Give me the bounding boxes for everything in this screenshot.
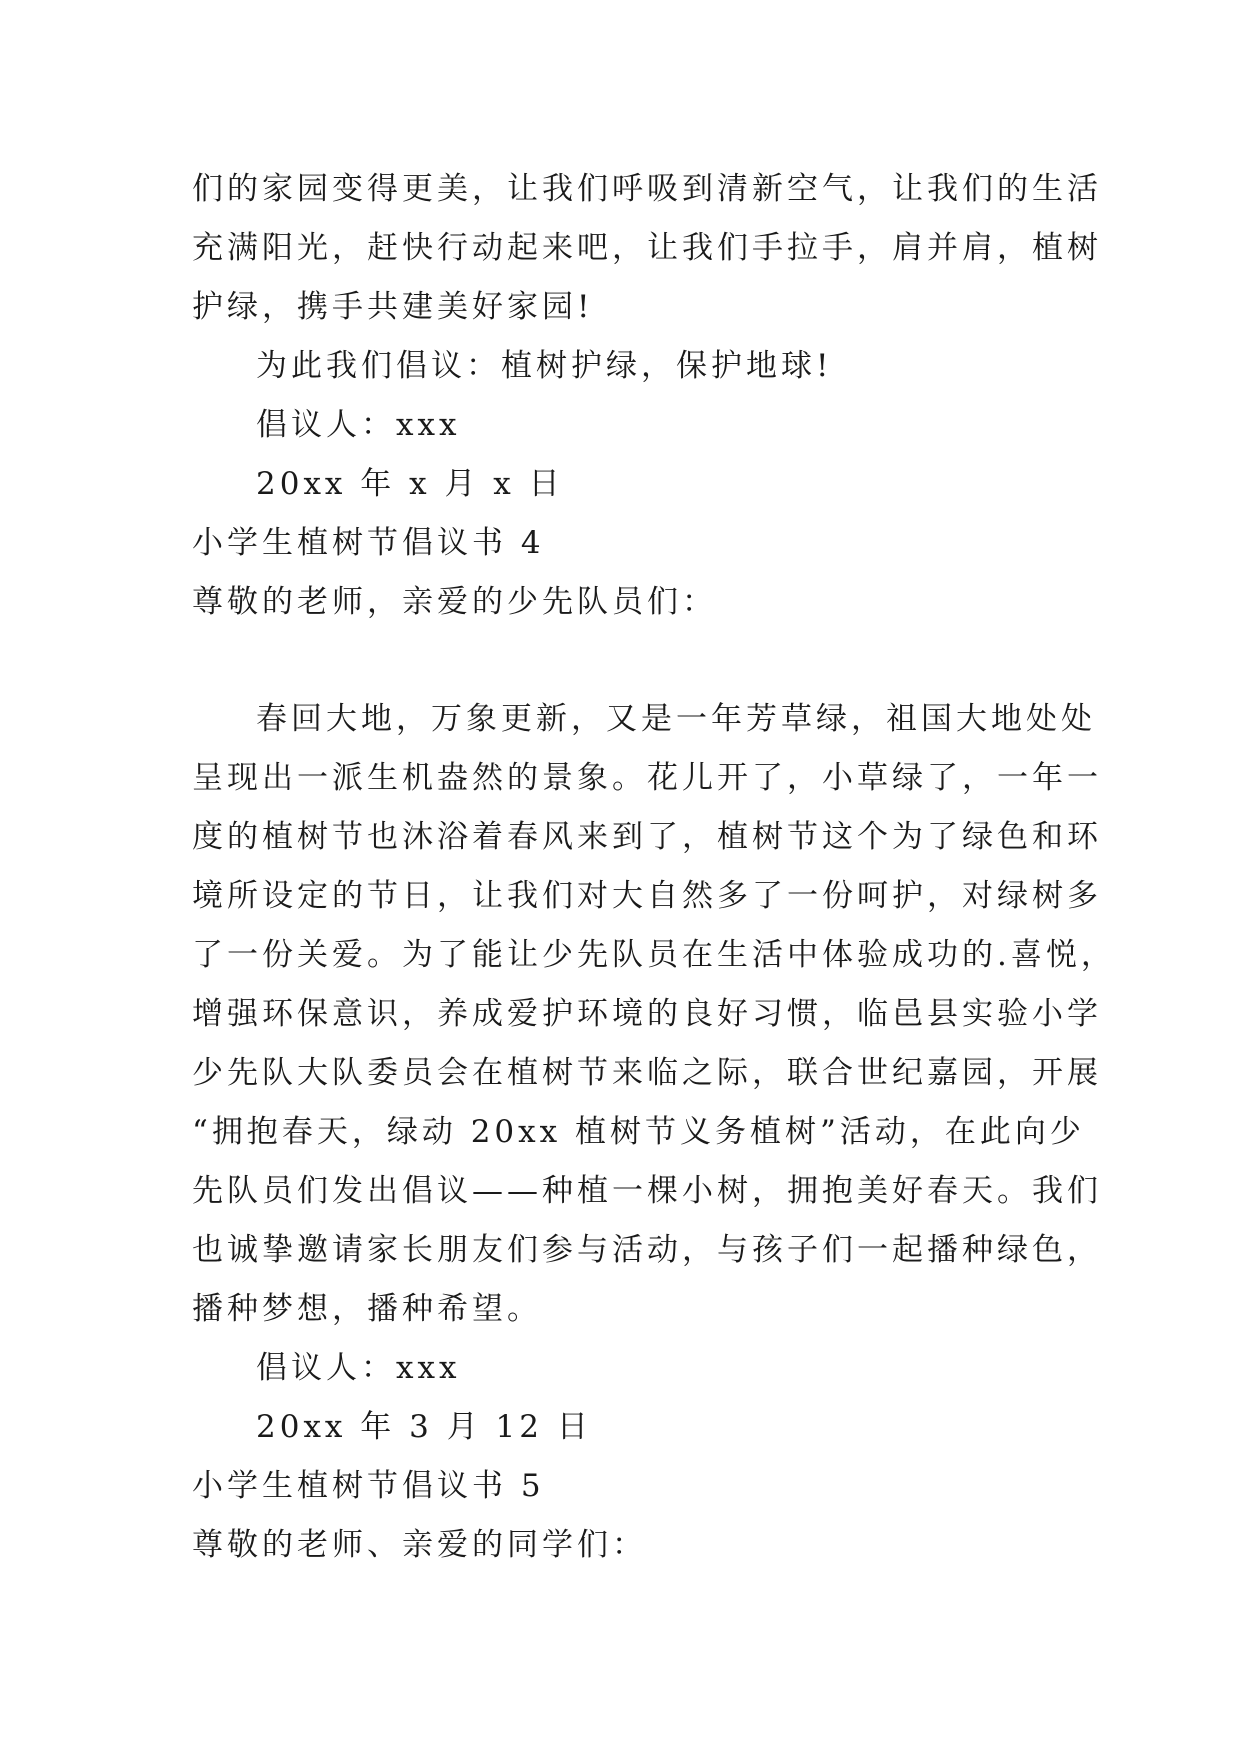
greeting-line: 尊敬的老师，亲爱的少先队员们：: [192, 584, 717, 620]
paragraph-line: “拥抱春天，绿动 20xx 植树节义务植树”活动，在此向少: [192, 1114, 1085, 1150]
call-to-action: 为此我们倡议：植树护绿，保护地球!: [256, 348, 833, 384]
paragraph-line: 先队员们发出倡议——种植一棵小树，拥抱美好春天。我们: [192, 1173, 1102, 1209]
signer-line: 倡议人：xxx: [256, 407, 461, 443]
paragraph-line: 充满阳光，赶快行动起来吧，让我们手拉手，肩并肩，植树: [192, 230, 1102, 266]
blank-line: [192, 632, 1082, 690]
greeting-line: 尊敬的老师、亲爱的同学们：: [192, 1527, 647, 1563]
paragraph-line: 们的家园变得更美，让我们呼吸到清新空气，让我们的生活: [192, 171, 1102, 207]
paragraph-line: 也诚挚邀请家长朋友们参与活动，与孩子们一起播种绿色，: [192, 1232, 1102, 1268]
paragraph-line: 护绿，携手共建美好家园!: [192, 289, 594, 325]
signer-line: 倡议人：xxx: [256, 1350, 461, 1386]
paragraph-line: 增强环保意识，养成爱护环境的良好习惯，临邑县实验小学: [192, 996, 1102, 1032]
section-title: 小学生植树节倡议书 5: [192, 1468, 545, 1504]
paragraph-line: 春回大地，万象更新，又是一年芳草绿，祖国大地处处: [256, 701, 1096, 737]
document-text: [192, 160, 1116, 1575]
section-title: 小学生植树节倡议书 4: [192, 525, 545, 561]
paragraph-line: 了一份关爱。为了能让少先队员在生活中体验成功的.喜悦，: [192, 937, 1116, 973]
date-line: 20xx 年 x 月 x 日: [256, 466, 564, 502]
paragraph-line: 播种梦想，播种希望。: [192, 1291, 542, 1327]
paragraph-line: 呈现出一派生机盎然的景象。花儿开了，小草绿了，一年一: [192, 760, 1102, 796]
paragraph-line: 度的植树节也沐浴着春风来到了，植树节这个为了绿色和环: [192, 819, 1102, 855]
date-line: 20xx 年 3 月 12 日: [256, 1409, 592, 1445]
paragraph-line: 境所设定的节日，让我们对大自然多了一份呵护，对绿树多: [192, 878, 1102, 914]
paragraph-line: 少先队大队委员会在植树节来临之际，联合世纪嘉园，开展: [192, 1055, 1102, 1091]
